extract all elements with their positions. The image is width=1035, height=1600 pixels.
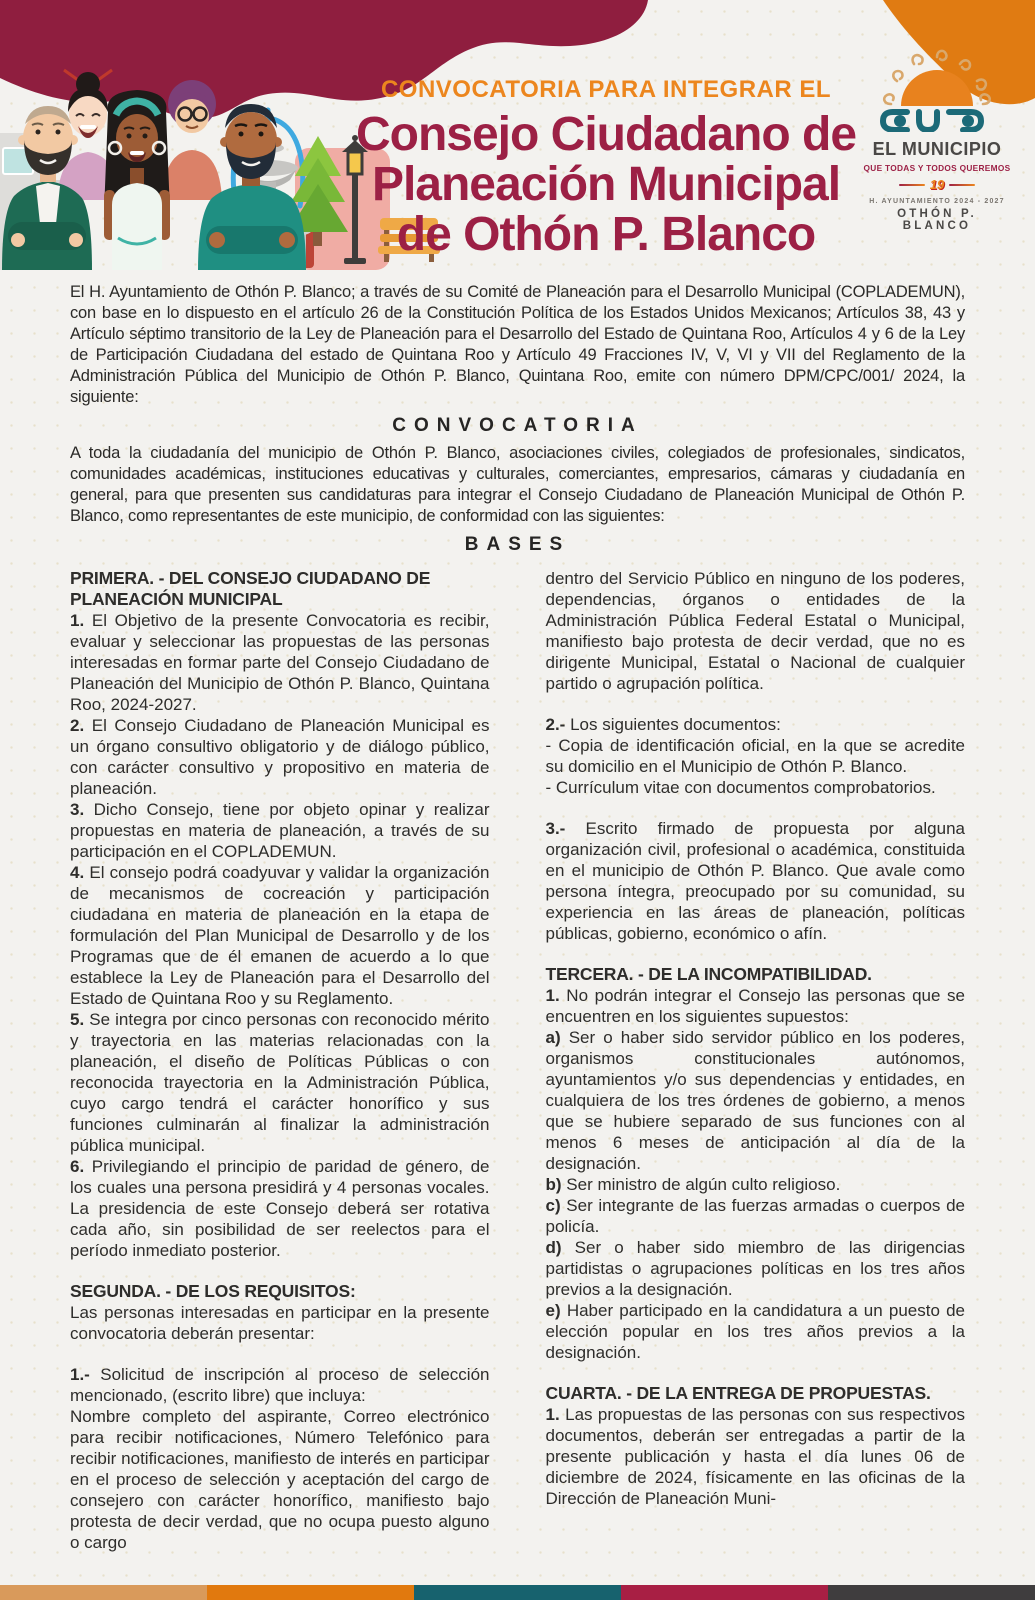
body-paragraph — [546, 1237, 966, 1300]
body-paragraph: dentro del Servicio Público en ninguno de los poderes, dependencias, órganos o entidades de la Administración Pública Federal Estatal o Municipal, manifiesto bajo protesta de decir verdad, que no es dirigente Municipal, Estatal o Nacional de cualquier partido o agrupación política. — [545, 569, 965, 693]
divider-line — [899, 184, 925, 186]
logo-administration: H. AYUNTAMIENTO 2024 - 2027 — [869, 198, 1005, 205]
convocatoria-heading: CONVOCATORIA — [392, 415, 643, 436]
item-text: Ser o haber sido miembro de las dirigencias partidistas o agrupaciones políticas en los tres años previos a la designación. — [545, 1238, 965, 1299]
divider-line — [949, 184, 975, 186]
sun-logo-icon — [867, 40, 1007, 132]
body-paragraph — [546, 1027, 966, 1174]
item-number: 6. — [70, 1157, 85, 1176]
item-number: 5. — [70, 1010, 85, 1029]
poster-title-line-3: de Othón P. Blanco — [396, 208, 816, 261]
body-paragraph — [70, 799, 490, 862]
item-number: 2. — [70, 716, 85, 735]
item-text: Escrito firmado de propuesta por alguna organización civil, profesional o académica, constituida en el municipio de Othón P. Blanco. Que avale como persona íntegra, preocupado por su comunidad, su experiencia en las áreas de planeación, políticas públicas, gobierno, económico o afín. — [545, 819, 965, 943]
body-paragraph: Nombre completo del aspirante, Correo electrónico para recibir notificaciones, Número Telefónico para recibir notificaciones, manifiesto de interés en participar en el proceso de selección y aceptación del cargo de consejero con carácter honorífico, manifiesto bajo protesta de decir verdad, que no ocupa puesto alguno o cargo — [70, 1407, 490, 1552]
item-text: Dicho Consejo, tiene por objeto opinar y realizar propuestas en materia de planeación, a través de su participación en el COPLADEMUN. — [70, 800, 490, 861]
item-letter: e) — [545, 1301, 561, 1320]
item-letter: d) — [545, 1238, 562, 1257]
kicker: CONVOCATORIA PARA INTEGRAR EL — [380, 76, 832, 103]
header — [0, 0, 1035, 272]
item-number: 3. — [70, 800, 85, 819]
item-letter: b) — [545, 1175, 562, 1194]
item-text: Ser integrante de las fuerzas armadas o cuerpos de policía. — [545, 1196, 965, 1236]
body-paragraph — [546, 1174, 966, 1195]
call-paragraph: A toda la ciudadanía del municipio de Othón P. Blanco, asociaciones civiles, colegiados de profesionales, sindicatos, comunidades académicas, instituciones educativas y culturales, comerciantes, empresarios, cámaras y ciudadanía en general, para que presenten sus candidaturas para integrar el Consejo Ciudadano de Planeación Municipal de Othón P. Blanco, como representantes de este municipio, de conformidad con las siguientes: — [70, 444, 965, 525]
logo-name: EL MUNICIPIO — [872, 139, 1002, 159]
logo-divider — [862, 177, 1012, 192]
body-paragraph — [70, 862, 490, 1009]
section-heading-cuarta: CUARTA. - DE LA ENTREGA DE PROPUESTAS. — [545, 1383, 931, 1403]
section-heading-tercera: TERCERA. - DE LA INCOMPATIBILIDAD. — [545, 964, 872, 984]
footer-stripe — [828, 1585, 1035, 1600]
item-number: 1.- — [70, 1365, 90, 1384]
bases-heading: BASES — [464, 534, 571, 555]
item-number: 1. — [545, 986, 560, 1005]
item-text: El consejo podrá coadyuvar y validar la organización de mecanismos de cocreación y participación ciudadana en materia de planeación en la etapa de formulación del Plan Municipal de Desarrollo y de los Programas que de él emanen de acuerdo a lo que establece la Ley de Planeación para el Desarrollo del Estado de Quintana Roo y su Reglamento. — [70, 863, 490, 1008]
item-text: Las propuestas de las personas con sus respectivos documentos, deberán ser entregadas a partir de la presente publicación y hasta el día lunes 06 de diciembre de 2024, físicamente en las oficinas de la Dirección de Planeación Muni- — [545, 1405, 965, 1508]
item-number: 2.- — [545, 715, 566, 734]
body-paragraph — [546, 714, 966, 735]
item-text: El Objetivo de la presente Convocatoria es recibir, evaluar y seleccionar las propuestas de las personas interesadas en formar parte del Consejo Ciudadano de Planeación del Municipio de Othón P. Blanco, Quintana Roo, 2024-2027. — [70, 611, 490, 714]
item-number: 1. — [545, 1405, 560, 1424]
body-paragraph — [70, 715, 490, 799]
section-heading-segunda: SEGUNDA. - DE LOS REQUISITOS: — [70, 1281, 356, 1301]
item-number: 4. — [70, 863, 85, 882]
footer-color-bar — [0, 1585, 1035, 1600]
right-column — [546, 568, 966, 1553]
body-paragraph — [546, 1195, 966, 1237]
item-text: Se integra por cinco personas con reconocido mérito y trayectoria en las materias relacionadas con la planeación, el diseño de Políticas Públicas o con reconocida trayectoria en la Administración Pública, cuyo cargo tendrá el carácter honorífico y sus funciones culminarán al finalizar la administración pública municipal. — [70, 1010, 490, 1155]
legal-paragraph: El H. Ayuntamiento de Othón P. Blanco; a través de su Comité de Planeación para el Desarrollo Municipal (COPLADEMUN), con base en lo dispuesto en el artículo 26 de la Constitución Política de los Estados Unidos Mexicanos; Artículos 38, 43 y Artículo séptimo transitorio de la Ley de Planeación para el Desarrollo del Estado de Quintana Roo, Artículos 4 y 6 de la Ley de Participación Ciudadana del estado de Quintana Roo y Artículo 49 Fracciones IV, V, VI y VII del Reglamento de la Administración Pública del Municipio de Othón P. Blanco, Quintana Roo, emite con número DPM/CPC/001/ 2024, la siguiente: — [70, 283, 965, 406]
section-heading-primera: PRIMERA. - DEL CONSEJO CIUDADANO DE PLANEACIÓN MUNICIPAL — [70, 568, 431, 609]
body-paragraph — [70, 1156, 490, 1261]
item-text: Ser ministro de algún culto religioso. — [566, 1175, 841, 1194]
body-paragraph: - Currículum vitae con documentos comprobatorios. — [545, 778, 936, 797]
item-text: Privilegiando el principio de paridad de género, de los cuales una persona presidirá y 4 personas vocales. La presidencia de este Consejo deberá ser rotativa cada año, sin posibilidad de ser reelectos para el período inmediato posterior. — [70, 1157, 490, 1260]
item-text: Los siguientes documentos: — [570, 715, 781, 734]
emblem-19-icon: 19 — [929, 177, 945, 192]
body-paragraph — [546, 1300, 966, 1363]
poster-title-line-1: Consejo Ciudadano de — [355, 108, 857, 161]
footer-stripe — [414, 1585, 621, 1600]
poster-title-line-2: Planeación Municipal — [371, 158, 841, 211]
person-man-glasses — [162, 80, 222, 200]
item-letter: a) — [545, 1028, 561, 1047]
item-text: Haber participado en la candidatura a un puesto de elección popular en los tres años previos a la designación. — [545, 1301, 965, 1362]
body-paragraph — [70, 610, 490, 715]
item-text: No podrán integrar el Consejo las personas que se encuentren en los siguientes supuestos: — [545, 986, 965, 1026]
body-paragraph: Las personas interesadas en participar en la presente convocatoria deberán presentar: — [70, 1303, 490, 1343]
item-number: 1. — [70, 611, 85, 630]
logo-slogan: QUE TODAS Y TODOS QUEREMOS — [863, 163, 1011, 173]
item-number: 3.- — [545, 819, 566, 838]
footer-stripe — [207, 1585, 414, 1600]
person-woman-headband — [104, 90, 170, 270]
title-block — [348, 76, 864, 260]
municipal-logo — [862, 40, 1012, 232]
body-paragraph: - Copia de identificación oficial, en la que se acredite su domicilio en el Municipio de Othón P. Blanco. — [545, 736, 965, 776]
body-paragraph — [70, 1009, 490, 1156]
item-text: Solicitud de inscripción al proceso de selección mencionado, (escrito libre) que incluya: — [70, 1365, 490, 1405]
footer-stripe — [0, 1585, 207, 1600]
body-paragraph — [70, 1364, 490, 1406]
item-text: Ser o haber sido servidor público en los poderes, organismos constitucionales autónomos, ayuntamientos y/o sus dependencias y entidades, en cualquiera de los tres órdenes de gobierno, a menos que se hubiere separado de sus funciones con al menos 6 meses de anticipación al día de la designación. — [545, 1028, 965, 1173]
body-paragraph — [546, 1404, 966, 1509]
body-paragraph — [546, 818, 966, 944]
body-paragraph — [546, 985, 966, 1027]
document-body — [70, 274, 965, 1553]
footer-stripe — [621, 1585, 828, 1600]
item-letter: c) — [545, 1196, 561, 1215]
item-text: El Consejo Ciudadano de Planeación Municipal es un órgano consultivo obligatorio y de diálogo público, con carácter consultivo y propositivo en materia de planeación. — [70, 716, 490, 798]
two-column-body — [70, 568, 965, 1553]
logo-municipality: OTHÓN P. BLANCO — [897, 208, 977, 232]
left-column — [70, 568, 490, 1553]
